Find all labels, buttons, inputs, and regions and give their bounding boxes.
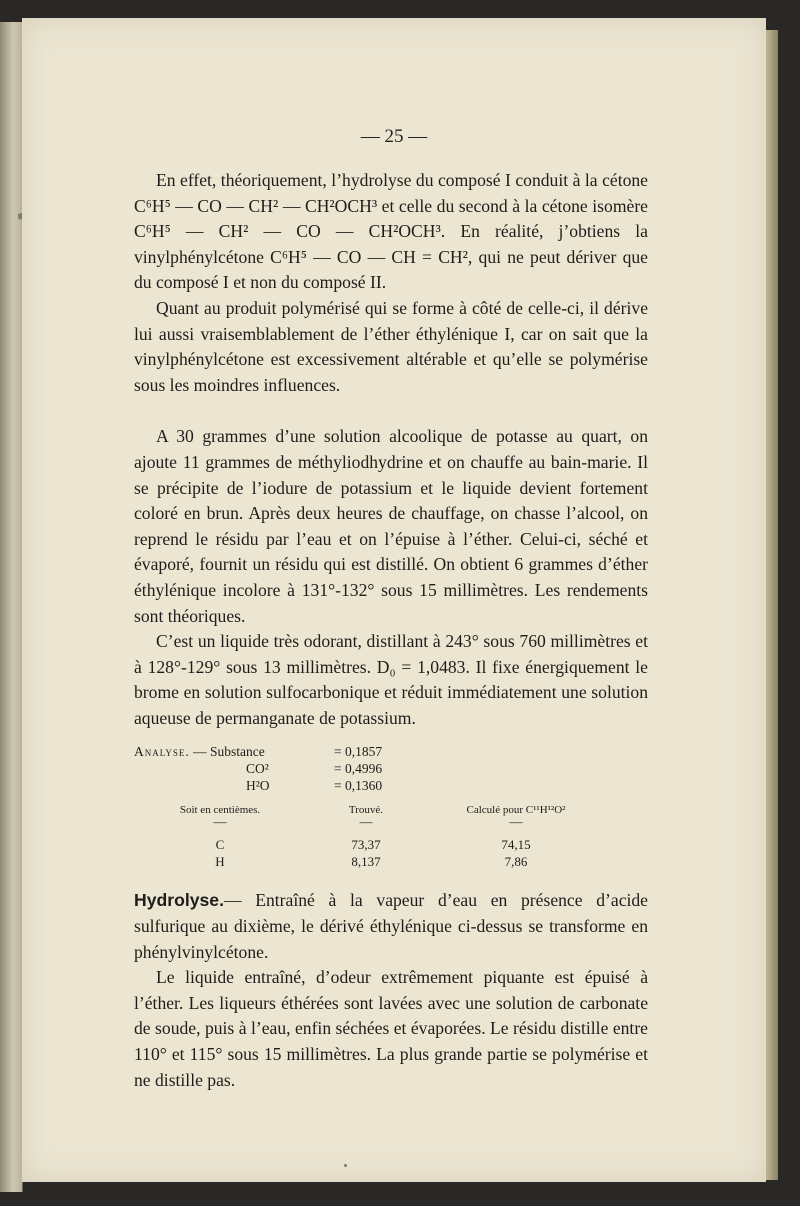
results-table xyxy=(134,802,648,870)
analysis-block xyxy=(134,743,648,794)
analysis-item: — Substance xyxy=(193,744,265,760)
results-header: Soit en centièmes. xyxy=(179,804,261,817)
analysis-label: Analyse. xyxy=(134,744,190,760)
analysis-row xyxy=(134,777,648,794)
paper-speck xyxy=(344,1164,347,1167)
calculated-value: 74,15 xyxy=(501,837,531,853)
page-body xyxy=(134,168,648,1093)
paragraph-1: En effet, théoriquement, l’hydrolyse du composé I conduit à la cétone C⁶H⁵ — CO — CH² — CH²OCH³ et celle du second à la cétone isomère C⁶H⁵ — CH² — CO — CH²OCH³. En réalité, j’obtiens la vinylphénylcétone C⁶H⁵ — CO — CH = CH², qui ne peut dériver que du composé I et non du composé II. xyxy=(134,170,648,293)
analysis-item: H²O xyxy=(246,778,270,794)
found-value: 8,137 xyxy=(351,854,381,870)
analysis-row xyxy=(134,760,648,777)
analysis-item: CO² xyxy=(246,761,269,777)
analysis-value: = 0,1360 xyxy=(334,778,383,794)
hydrolysis-heading: Hydrolyse. xyxy=(134,890,224,911)
hydrolysis-paragraph xyxy=(134,888,648,965)
paragraph-final: Le liquide entraîné, d’odeur extrêmement piquante est épuisé à l’éther. Les liqueurs éthérées sont lavées avec une solution de carbonate de soude, puis à l’eau, enfin séchées et évaporées. Le résidu distille entre 110° et 115° sous 15 millimètres. La plus grande partie se polymérise et ne distille pas. xyxy=(134,967,648,1090)
facing-page-edge xyxy=(0,22,23,1192)
results-divider: — — — xyxy=(213,814,523,830)
page-stack-edge xyxy=(764,30,778,1180)
analysis-value: = 0,4996 xyxy=(334,761,383,777)
book-page xyxy=(22,18,766,1182)
hydrolysis-text: — Entraîné à la vapeur d’eau en présence d’acide sulfurique au dixième, le dérivé éthylénique ci-dessus se transforme en phénylvinylcétone. xyxy=(134,890,648,962)
results-header: Trouvé. xyxy=(348,804,384,817)
paragraph-3: A 30 grammes d’une solution alcoolique de potasse au quart, on ajoute 11 grammes de méthyliodhydrine et on chauffe au bain-marie. Il se précipite de l’iodure de potassium et le liquide devient fortement coloré en brun. Après deux heures de chauffage, on chasse l’alcool, on reprend le résidu par l’eau et on l’épuise à l’éther. Celui-ci, séché et évaporé, fournit un résidu qui est distillé. On obtient 6 grammes d’éther éthylénique incolore à 131°-132° sous 15 millimètres. Les rendements sont théoriques. xyxy=(134,426,648,626)
results-row xyxy=(134,836,648,853)
results-header: Calculé pour C¹¹H¹²O² xyxy=(466,804,566,817)
results-header-row xyxy=(134,802,648,819)
calculated-value: 7,86 xyxy=(504,854,528,870)
paragraph-4: C’est un liquide très odorant, distillant à 243° sous 760 millimètres et à 128°-129° sous 13 millimètres. D₀ = 1,0483. Il fixe énergiquement le brome en solution sulfocarbonique et réduit immédiatement une solution aqueuse de permanganate de potassium. xyxy=(134,631,648,728)
analysis-row xyxy=(134,743,648,760)
results-row xyxy=(134,853,648,870)
paragraph-2: Quant au produit polymérisé qui se forme à côté de celle-ci, il dérive lui aussi vraisemblablement de l’éther éthylénique I, car on sait que la vinylphénylcétone est excessivement altérable et qu’elle se polymérise sous les moindres influences. xyxy=(134,297,648,395)
analysis-value: = 0,1857 xyxy=(334,744,383,760)
page-number: — 25 — xyxy=(360,126,428,147)
element-symbol: H xyxy=(215,854,225,870)
found-value: 73,37 xyxy=(351,837,381,853)
element-symbol: C xyxy=(215,837,225,853)
